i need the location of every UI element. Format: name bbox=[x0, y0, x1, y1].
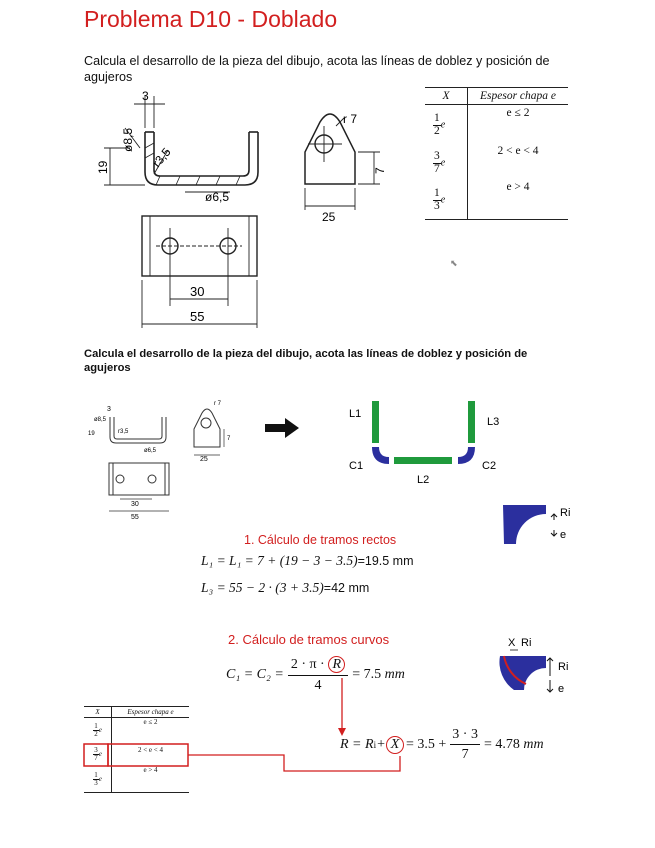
dim-r3-5-small: r3,5 bbox=[118, 429, 129, 435]
dim-r3-5: r3,5 bbox=[149, 145, 174, 170]
dim-55: 55 bbox=[190, 309, 205, 324]
dim-8-5-small: ø8,5 bbox=[94, 417, 107, 423]
table-row-1-x: $\frac{1}{2}$ e bbox=[425, 105, 468, 146]
small-table-row-1-x: $\frac{1}{2}$ e bbox=[84, 718, 112, 743]
dim-6-5-small: ø6,5 bbox=[144, 448, 157, 454]
x-highlight: X bbox=[386, 736, 404, 754]
dim-19: 19 bbox=[96, 160, 110, 174]
label-l1: L1 bbox=[349, 408, 362, 420]
label-l2: L2 bbox=[417, 474, 430, 486]
table-header-thickness: Espesor chapa e bbox=[479, 90, 556, 102]
dim-55-small: 55 bbox=[131, 514, 139, 521]
dim-30-small: 30 bbox=[131, 501, 139, 508]
page-title: Problema D10 - Doblado bbox=[84, 6, 338, 32]
small-table-row-1-cond: e ≤ 2 bbox=[143, 718, 158, 726]
segment-c1 bbox=[372, 447, 389, 464]
equation-l3: L₃ = 55 − 2 · (3 + 3.5)=42 mm bbox=[201, 580, 370, 595]
small-table-row-3-cond: e > 4 bbox=[143, 766, 158, 774]
segment-l2 bbox=[394, 457, 452, 464]
small-table-row-3-x: $\frac{1}{3}$ e bbox=[84, 766, 112, 793]
thickness-table bbox=[425, 87, 568, 220]
dim-7-small: 7 bbox=[227, 436, 231, 442]
thickness-table-small bbox=[84, 706, 189, 793]
dim-30: 30 bbox=[190, 284, 205, 299]
table-row-3-cond: e > 4 bbox=[506, 181, 530, 193]
small-table-header-thickness: Espesor chapa e bbox=[127, 708, 174, 716]
dim-3-small: 3 bbox=[107, 406, 111, 413]
label-l3: L3 bbox=[487, 416, 500, 428]
dim-8-5: ø8,5 bbox=[121, 127, 135, 152]
segment-l3 bbox=[468, 401, 475, 443]
label-e-1: e bbox=[560, 529, 567, 541]
instruction-1: Calcula el desarrollo de la pieza del dibujo, acota las líneas de doblez y posición de agujeros bbox=[84, 54, 550, 84]
label-ri-2: Ri bbox=[521, 637, 532, 649]
arrow-right-icon bbox=[265, 418, 301, 438]
bend-detail-2 bbox=[496, 634, 581, 700]
table-row-3-x: $\frac{1}{3}$ e bbox=[425, 181, 468, 220]
table-row-1-cond: e ≤ 2 bbox=[506, 107, 530, 119]
equation-l1: L₁ = L₁ = 7 + (19 − 3 − 3.5)=19.5 mm bbox=[201, 553, 414, 568]
bend-diagram bbox=[340, 395, 520, 490]
dim-25-small: 25 bbox=[200, 456, 208, 463]
dim-r7: r 7 bbox=[343, 112, 358, 126]
dim-25: 25 bbox=[322, 210, 336, 224]
table-header-x: X bbox=[425, 88, 468, 105]
section-2-heading: 2. Cálculo de tramos curvos bbox=[228, 632, 390, 647]
cursor-icon: ⬉ bbox=[450, 258, 458, 268]
label-ri-1: Ri bbox=[560, 507, 571, 519]
small-table-header-x: X bbox=[84, 707, 112, 718]
equation-c: C₁ = C₂ = $\frac{2 \cdot \pi \cdot R}{4}$ = 7.5 mm bbox=[226, 657, 405, 693]
label-c2: C2 bbox=[482, 460, 497, 472]
table-row-2-x: $\frac{3}{7}$ e bbox=[425, 145, 468, 181]
segment-c2 bbox=[458, 447, 475, 464]
dim-r7-small: r 7 bbox=[214, 401, 222, 407]
section-1-heading: 1. Cálculo de tramos rectos bbox=[244, 533, 397, 547]
dim-3: 3 bbox=[142, 89, 149, 103]
instruction-2: Calcula el desarrollo de la pieza del dibujo, acota las líneas de doblez y posición de agujeros bbox=[84, 348, 528, 374]
label-c1: C1 bbox=[349, 460, 364, 472]
label-ri-3: Ri bbox=[558, 661, 569, 673]
label-x: X bbox=[508, 637, 516, 649]
r-highlight: R bbox=[328, 656, 345, 673]
dim-19-small: 19 bbox=[88, 431, 95, 437]
small-table-row-2-x: $\frac{3}{7}$ e bbox=[84, 742, 112, 766]
technical-drawing-2 bbox=[82, 395, 252, 525]
small-table-row-2-cond: 2 < e < 4 bbox=[137, 746, 163, 754]
dim-7: 7 bbox=[373, 167, 387, 174]
technical-drawing-1 bbox=[90, 88, 390, 338]
bend-detail-1 bbox=[498, 500, 578, 550]
segment-l1 bbox=[372, 401, 379, 443]
table-row-2-cond: 2 < e < 4 bbox=[497, 145, 539, 157]
equation-r: R = R i + X = 3.5 + $\frac{3 \cdot 3}{7}$ = 4.78 mm bbox=[340, 727, 544, 762]
dim-6-5: ø6,5 bbox=[205, 190, 230, 204]
label-e-2: e bbox=[558, 683, 565, 695]
